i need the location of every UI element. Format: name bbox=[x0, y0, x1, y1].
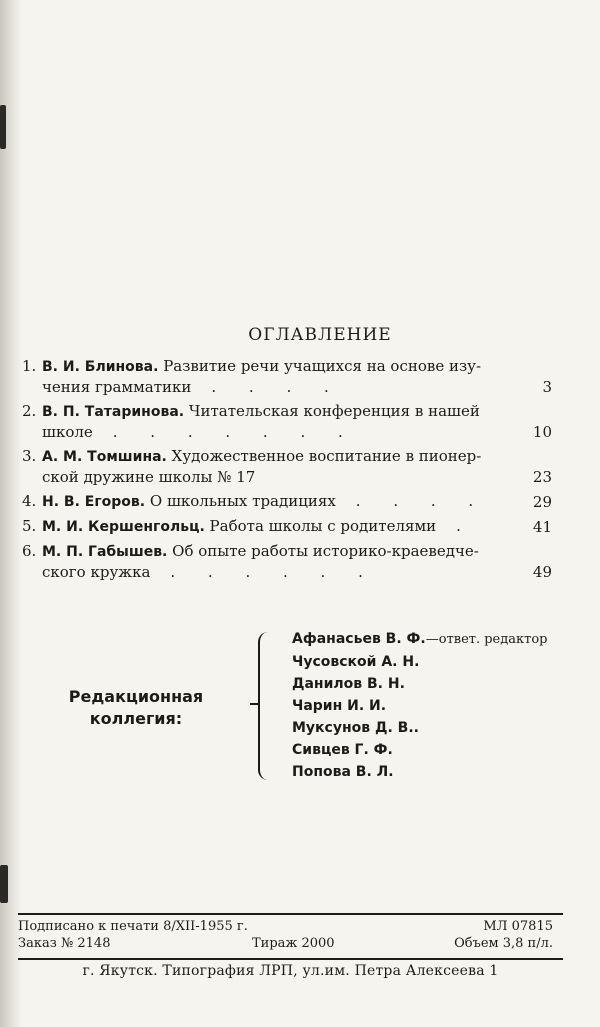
printer-address: г. Якутск. Типография ЛРП, ул.им. Петра Алексеева 1 bbox=[82, 963, 499, 979]
entry-number: 6. bbox=[22, 542, 37, 560]
editorial-board-label bbox=[62, 686, 210, 730]
entry-title-continued: ского кружка bbox=[42, 563, 151, 581]
license-code: МЛ 07815 bbox=[483, 919, 553, 934]
toc-entry: 2. В. П. Татаринова. Читательская конференция в нашей школе . . . . . . . 10 bbox=[22, 402, 552, 441]
entry-number: 5. bbox=[22, 517, 37, 535]
entry-page: 23 bbox=[532, 468, 552, 486]
entry-page: 49 bbox=[532, 563, 552, 581]
editor-item bbox=[292, 673, 547, 695]
entry-number: 2. bbox=[22, 402, 37, 420]
entry-title-continued: школе bbox=[42, 423, 93, 441]
entry-author: М. И. Кершенгольц. bbox=[42, 519, 205, 535]
entry-title-continued: чения грамматики bbox=[42, 378, 192, 396]
entry-title: О школьных традициях bbox=[149, 492, 336, 510]
toc-title: ОГЛАВЛЕНИЕ bbox=[248, 325, 392, 345]
entry-author: Н. В. Егоров. bbox=[42, 494, 146, 510]
entry-number: 1. bbox=[22, 357, 37, 375]
entry-page: 10 bbox=[532, 423, 552, 441]
curly-brace-icon bbox=[258, 632, 274, 780]
toc-entry: 4. Н. В. Егоров. О школьных традициях . . . . 29 bbox=[22, 492, 552, 511]
print-run: Тираж 2000 bbox=[252, 936, 335, 951]
editor-role: —ответ. редактор bbox=[425, 632, 548, 647]
entry-number: 3. bbox=[22, 447, 37, 465]
editor-item bbox=[292, 695, 547, 717]
editor-name: Афанасьев В. Ф. bbox=[292, 631, 426, 647]
toc-entry: 1. В. И. Блинова. Развитие речи учащихся на основе изу- чения грамматики . . . . 3 bbox=[22, 357, 552, 396]
entry-page: 29 bbox=[532, 493, 552, 511]
toc-entry: 6. М. П. Габышев. Об опыте работы историко-краеведче- ского кружка . . . . . . 49 bbox=[22, 542, 552, 581]
editor-name: Муксунов Д. В.. bbox=[292, 720, 419, 736]
curly-brace-tip bbox=[250, 703, 259, 705]
entry-title: Об опыте работы историко-краеведче- bbox=[172, 542, 479, 560]
volume: Объем 3,8 п/л. bbox=[454, 936, 553, 951]
toc-entry: 5. М. И. Кершенгольц. Работа школы с родителями . 41 bbox=[22, 517, 552, 536]
imprint-rule-top bbox=[18, 913, 563, 915]
entry-title: Развитие речи учащихся на основе изу- bbox=[163, 357, 482, 375]
imprint-rule-bottom bbox=[18, 958, 563, 960]
binding-mark bbox=[0, 865, 8, 903]
toc-entry bbox=[22, 446, 552, 487]
book-spine-shadow bbox=[0, 0, 22, 1027]
editor-name: Данилов В. Н. bbox=[292, 676, 405, 692]
editor-name: Чусовской А. Н. bbox=[292, 654, 420, 670]
entry-page: 3 bbox=[542, 378, 552, 396]
editor-name: Чарин И. И. bbox=[292, 698, 387, 714]
entry-title: Читательская конференция в нашей bbox=[188, 402, 480, 420]
entry-author: А. М. Томшина. bbox=[42, 449, 167, 465]
editorial-label-line: коллегия: bbox=[89, 709, 183, 728]
entry-number: 4. bbox=[22, 492, 37, 510]
entry-title-continued: ской дружине школы № 17 bbox=[42, 468, 256, 486]
imprint-line bbox=[18, 935, 563, 953]
imprint-line bbox=[18, 918, 563, 936]
editor-item bbox=[292, 761, 547, 783]
signed-to-print: Подписано к печати 8/XII-1955 г. bbox=[18, 919, 248, 934]
entry-author: М. П. Габышев. bbox=[42, 544, 168, 560]
editor-item bbox=[292, 717, 547, 739]
editor-name: Попова В. Л. bbox=[292, 764, 394, 780]
editorial-board-list bbox=[292, 628, 547, 783]
entry-title: Художественное воспитание в пионер- bbox=[171, 447, 482, 465]
editorial-label-line: Редакционная bbox=[68, 687, 204, 706]
editor-item bbox=[292, 739, 547, 761]
editor-item bbox=[292, 628, 547, 651]
editor-item bbox=[292, 651, 547, 673]
entry-page: 41 bbox=[532, 518, 552, 536]
entry-title: Работа школы с родителями bbox=[209, 517, 437, 535]
table-of-contents bbox=[22, 356, 552, 586]
entry-author: В. П. Татаринова. bbox=[42, 404, 185, 420]
editor-name: Сивцев Г. Ф. bbox=[292, 742, 393, 758]
order-number: Заказ № 2148 bbox=[18, 936, 111, 951]
entry-author: В. И. Блинова. bbox=[42, 359, 159, 375]
binding-mark bbox=[0, 105, 6, 149]
